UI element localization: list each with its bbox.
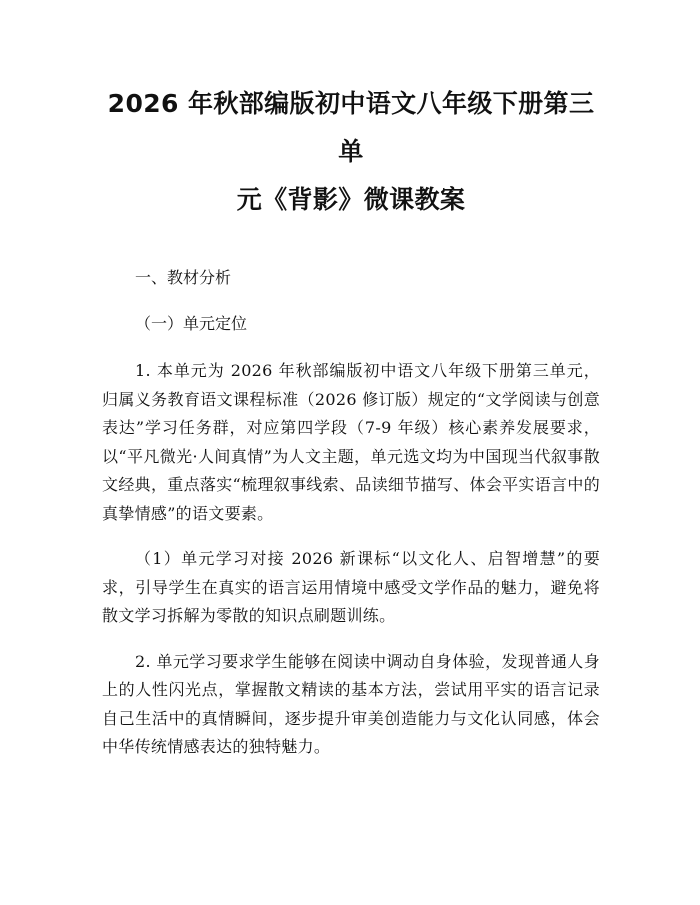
subsection-heading: （一）单元定位 <box>135 314 248 333</box>
document-title-line-2: 元《背影》微课教案 <box>236 185 466 214</box>
section-heading: 一、教材分析 <box>135 268 232 287</box>
paragraph-1: 1. 本单元为 2026 年秋部编版初中语文八年级下册第三单元，归属义务教育语文课程标准（2026 修订版）规定的“文学阅读与创意表达”学习任务群，对应第四学段（7-9 年级）核心素养发展要求，以“平凡微光·人间真情”为人文主题，单元选文均为中国现当代叙事散文经典，重点落实“梳理叙事线索、品读细节描写、体会平实语言中的真挚情感”的语文要素。 <box>102 361 600 523</box>
paragraph-2: （1）单元学习对接 2026 新课标“以文化人、启智增慧”的要求，引导学生在真实的语言运用情境中感受文学作品的魅力，避免将散文学习拆解为零散的知识点刷题训练。 <box>102 549 600 625</box>
document-title-line-1: 2026 年秋部编版初中语文八年级下册第三单 <box>107 89 595 166</box>
document-title <box>102 80 600 224</box>
paragraph-3: 2. 单元学习要求学生能够在阅读中调动自身体验，发现普通人身上的人性闪光点，掌握散文精读的基本方法，尝试用平实的语言记录自己生活中的真情瞬间，逐步提升审美创造能力与文化认同感，体会中华传统情感表达的独特魅力。 <box>102 651 600 756</box>
